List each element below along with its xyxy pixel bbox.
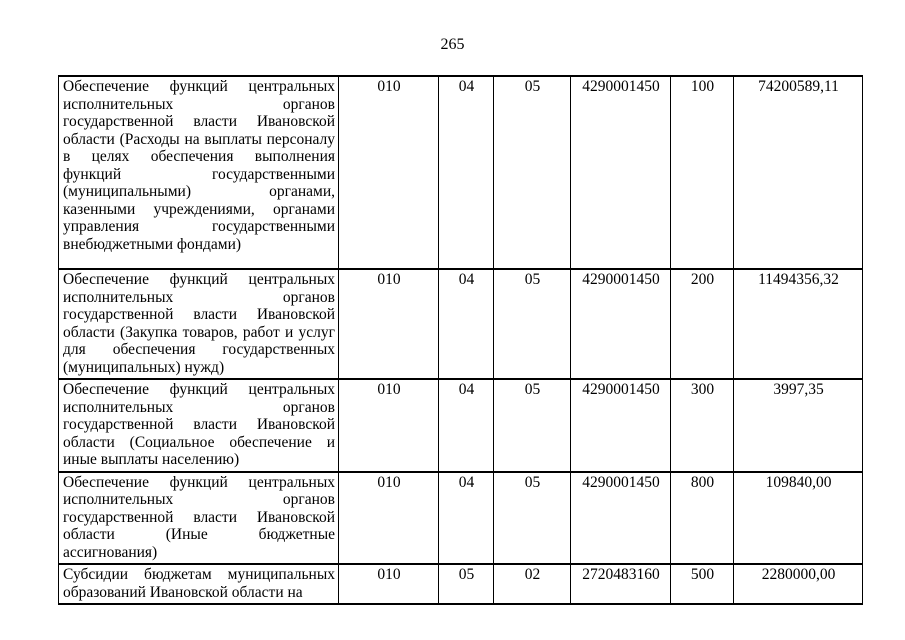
cell-amount: 74200589,11: [734, 76, 863, 269]
cell-target-article-code: 2720483160: [571, 564, 671, 604]
cell-amount: 109840,00: [734, 472, 863, 565]
cell-section-code: 04: [439, 379, 494, 472]
cell-section-code: 04: [439, 269, 494, 379]
cell-agency-code: 010: [339, 76, 439, 269]
cell-subsection-code: 05: [494, 379, 571, 472]
table-row: [59, 564, 863, 604]
cell-description: Субсидии бюджетам муниципальных образований Ивановской области на: [59, 564, 339, 604]
table-row: [59, 76, 863, 269]
cell-agency-code: 010: [339, 472, 439, 565]
cell-target-article-code: 4290001450: [571, 269, 671, 379]
cell-agency-code: 010: [339, 269, 439, 379]
cell-subsection-code: 02: [494, 564, 571, 604]
cell-expense-type-code: 100: [671, 76, 734, 269]
cell-amount: 11494356,32: [734, 269, 863, 379]
cell-target-article-code: 4290001450: [571, 379, 671, 472]
cell-agency-code: 010: [339, 564, 439, 604]
table-row: [59, 379, 863, 472]
cell-description: Обеспечение функций центральных исполнительных органов государственной власти Ивановской области (Социальное обеспечение и иные выплаты населению): [59, 379, 339, 472]
cell-description: Обеспечение функций центральных исполнительных органов государственной власти Ивановской области (Расходы на выплаты персоналу в целях обеспечения выполнения функций государственными (муниципальными) органами, казенными учреждениями, органами управления государственными внебюджетными фондами): [59, 76, 339, 269]
cell-expense-type-code: 300: [671, 379, 734, 472]
cell-amount: 3997,35: [734, 379, 863, 472]
cell-description: Обеспечение функций центральных исполнительных органов государственной власти Ивановской области (Иные бюджетные ассигнования): [59, 472, 339, 565]
budget-table: [58, 75, 863, 605]
cell-amount: 2280000,00: [734, 564, 863, 604]
table-row: [59, 472, 863, 565]
cell-target-article-code: 4290001450: [571, 76, 671, 269]
cell-section-code: 05: [439, 564, 494, 604]
cell-section-code: 04: [439, 76, 494, 269]
cell-target-article-code: 4290001450: [571, 472, 671, 565]
cell-subsection-code: 05: [494, 472, 571, 565]
cell-description: Обеспечение функций центральных исполнительных органов государственной власти Ивановской области (Закупка товаров, работ и услуг для обеспечения государственных (муниципальных) нужд): [59, 269, 339, 379]
cell-expense-type-code: 800: [671, 472, 734, 565]
cell-section-code: 04: [439, 472, 494, 565]
cell-agency-code: 010: [339, 379, 439, 472]
cell-subsection-code: 05: [494, 76, 571, 269]
cell-subsection-code: 05: [494, 269, 571, 379]
cell-expense-type-code: 500: [671, 564, 734, 604]
table-row: [59, 269, 863, 379]
page-number: 265: [440, 36, 465, 53]
cell-expense-type-code: 200: [671, 269, 734, 379]
